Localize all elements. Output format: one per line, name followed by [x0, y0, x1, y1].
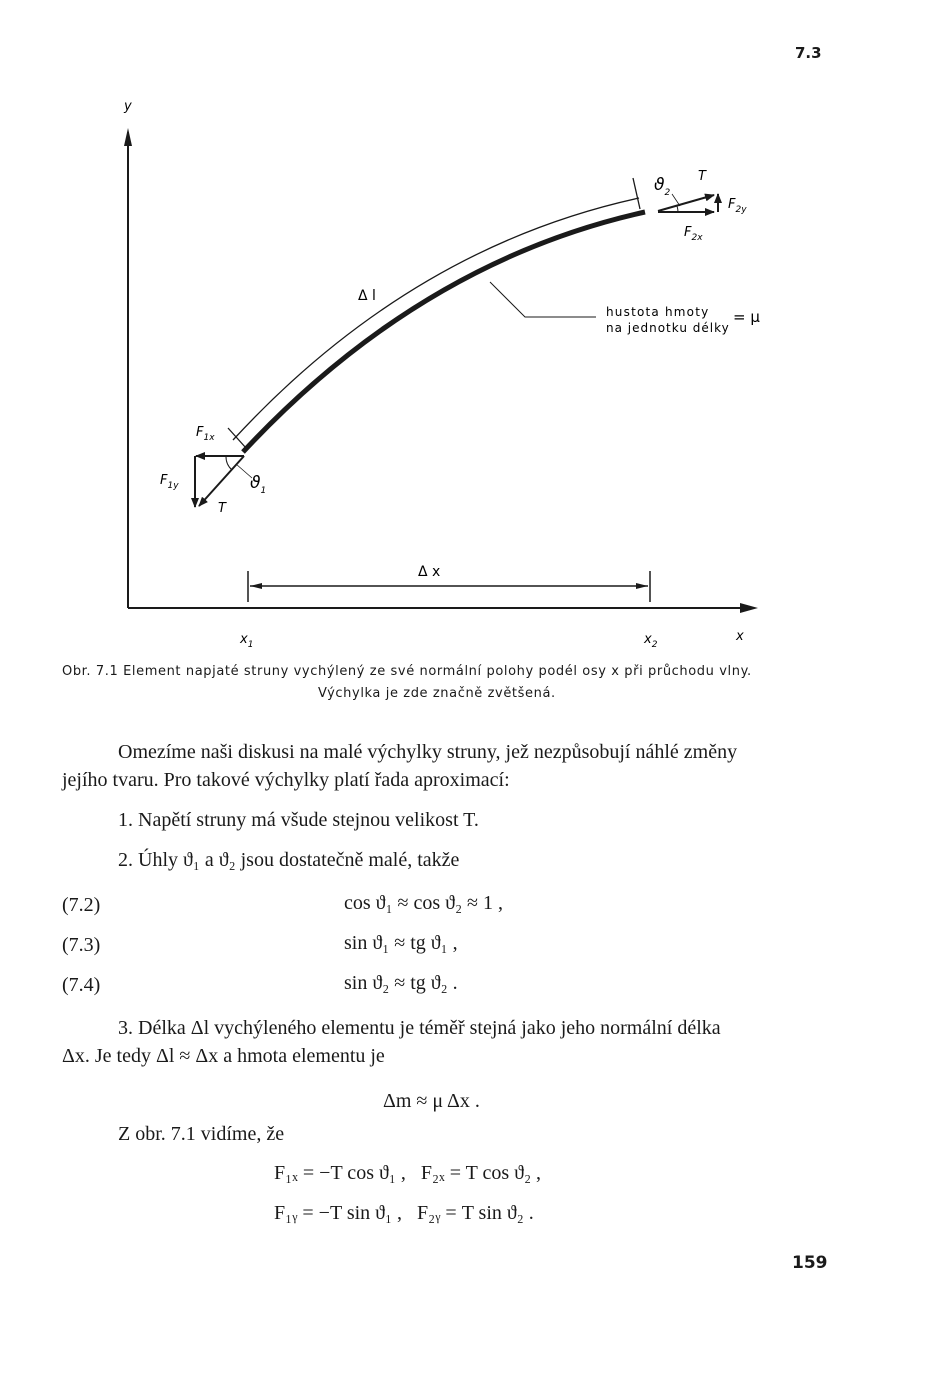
page-number: 159 [792, 1253, 828, 1273]
paragraph-1-line2: jejího tvaru. Pro takové výchylky platí řada aproximací: [62, 769, 510, 791]
section-number: 7.3 [795, 44, 822, 62]
y-axis-label: y [124, 99, 132, 114]
equation-7-3: sin ϑ₁ ≈ tg ϑ₁ , [344, 932, 458, 954]
theta2-pointer [672, 194, 680, 206]
density-label-line1: hustota hmoty [606, 305, 710, 319]
equation-forces-y: F₁ᵧ = −T sin ϑ₁ , F₂ᵧ = T sin ϑ₂ . [274, 1202, 534, 1224]
theta2-label: $ϑ_2$ [654, 175, 671, 198]
equation-forces-x: F₁ₓ = −T cos ϑ₁ , F₂ₓ = T cos ϑ₂ , [274, 1162, 542, 1184]
list-item-2: 2. Úhly ϑ₁ a ϑ₂ jsou dostatečně malé, takže [118, 849, 460, 871]
density-pointer [490, 282, 596, 317]
list-item-1: 1. Napětí struny má všude stejnou velikost T. [118, 809, 479, 831]
equation-7-3-number: (7.3) [62, 934, 101, 956]
delta-x-arrow-right-icon [636, 583, 648, 589]
density-label-line2: na jednotku délky [606, 321, 730, 335]
delta-l-label: Δ l [358, 288, 376, 304]
string-element [243, 212, 645, 452]
paragraph-2: Z obr. 7.1 vidíme, že [118, 1123, 285, 1145]
list-item-3-line2: Δx. Je tedy Δl ≈ Δx a hmota elementu je [62, 1045, 385, 1067]
f1x-label: $F_{1x}$ [196, 425, 215, 443]
tension-label-left: T [218, 501, 226, 516]
f2x-label: $F_{2x}$ [684, 225, 703, 243]
tension-arrow-left [199, 456, 244, 506]
delta-l-tick-right [633, 178, 640, 209]
theta1-angle-arc [226, 456, 232, 470]
tension-label-right: T [698, 169, 706, 184]
equation-7-4: sin ϑ₂ ≈ tg ϑ₂ . [344, 972, 458, 994]
figure-caption-line1: Obr. 7.1 Element napjaté struny vychýlený ze své normální polohy podél osy x při průchodu vlny. [62, 664, 752, 679]
density-equals-mu: = μ [733, 308, 760, 326]
equation-mass: Δm ≈ μ Δx . [383, 1090, 480, 1112]
y-axis-arrow-icon [124, 128, 132, 146]
list-item-3-line1: 3. Délka Δl vychýleného elementu je téměř stejná jako jeho normální délka [118, 1017, 721, 1039]
delta-x-arrow-left-icon [250, 583, 262, 589]
theta1-label: $ϑ_1$ [250, 473, 267, 496]
x1-label: $x_1$ [240, 632, 254, 650]
paragraph-1-line1: Omezíme naši diskusi na malé výchylky struny, jež nezpůsobují náhlé změny [118, 741, 738, 763]
f2y-label: $F_{2y}$ [728, 197, 747, 215]
x2-label: $x_2$ [644, 632, 658, 650]
x-axis-label: x [736, 629, 744, 644]
delta-x-label: Δ x [418, 564, 441, 580]
figure-caption-line2: Výchylka je zde značně zvětšená. [318, 686, 556, 701]
f1y-label: $F_{1y}$ [160, 473, 179, 491]
equation-7-4-number: (7.4) [62, 974, 101, 996]
equation-7-2: cos ϑ₁ ≈ cos ϑ₂ ≈ 1 , [344, 892, 504, 914]
x-axis-arrow-icon [740, 603, 758, 613]
delta-l-tick-left [228, 428, 246, 448]
equation-7-2-number: (7.2) [62, 894, 101, 916]
